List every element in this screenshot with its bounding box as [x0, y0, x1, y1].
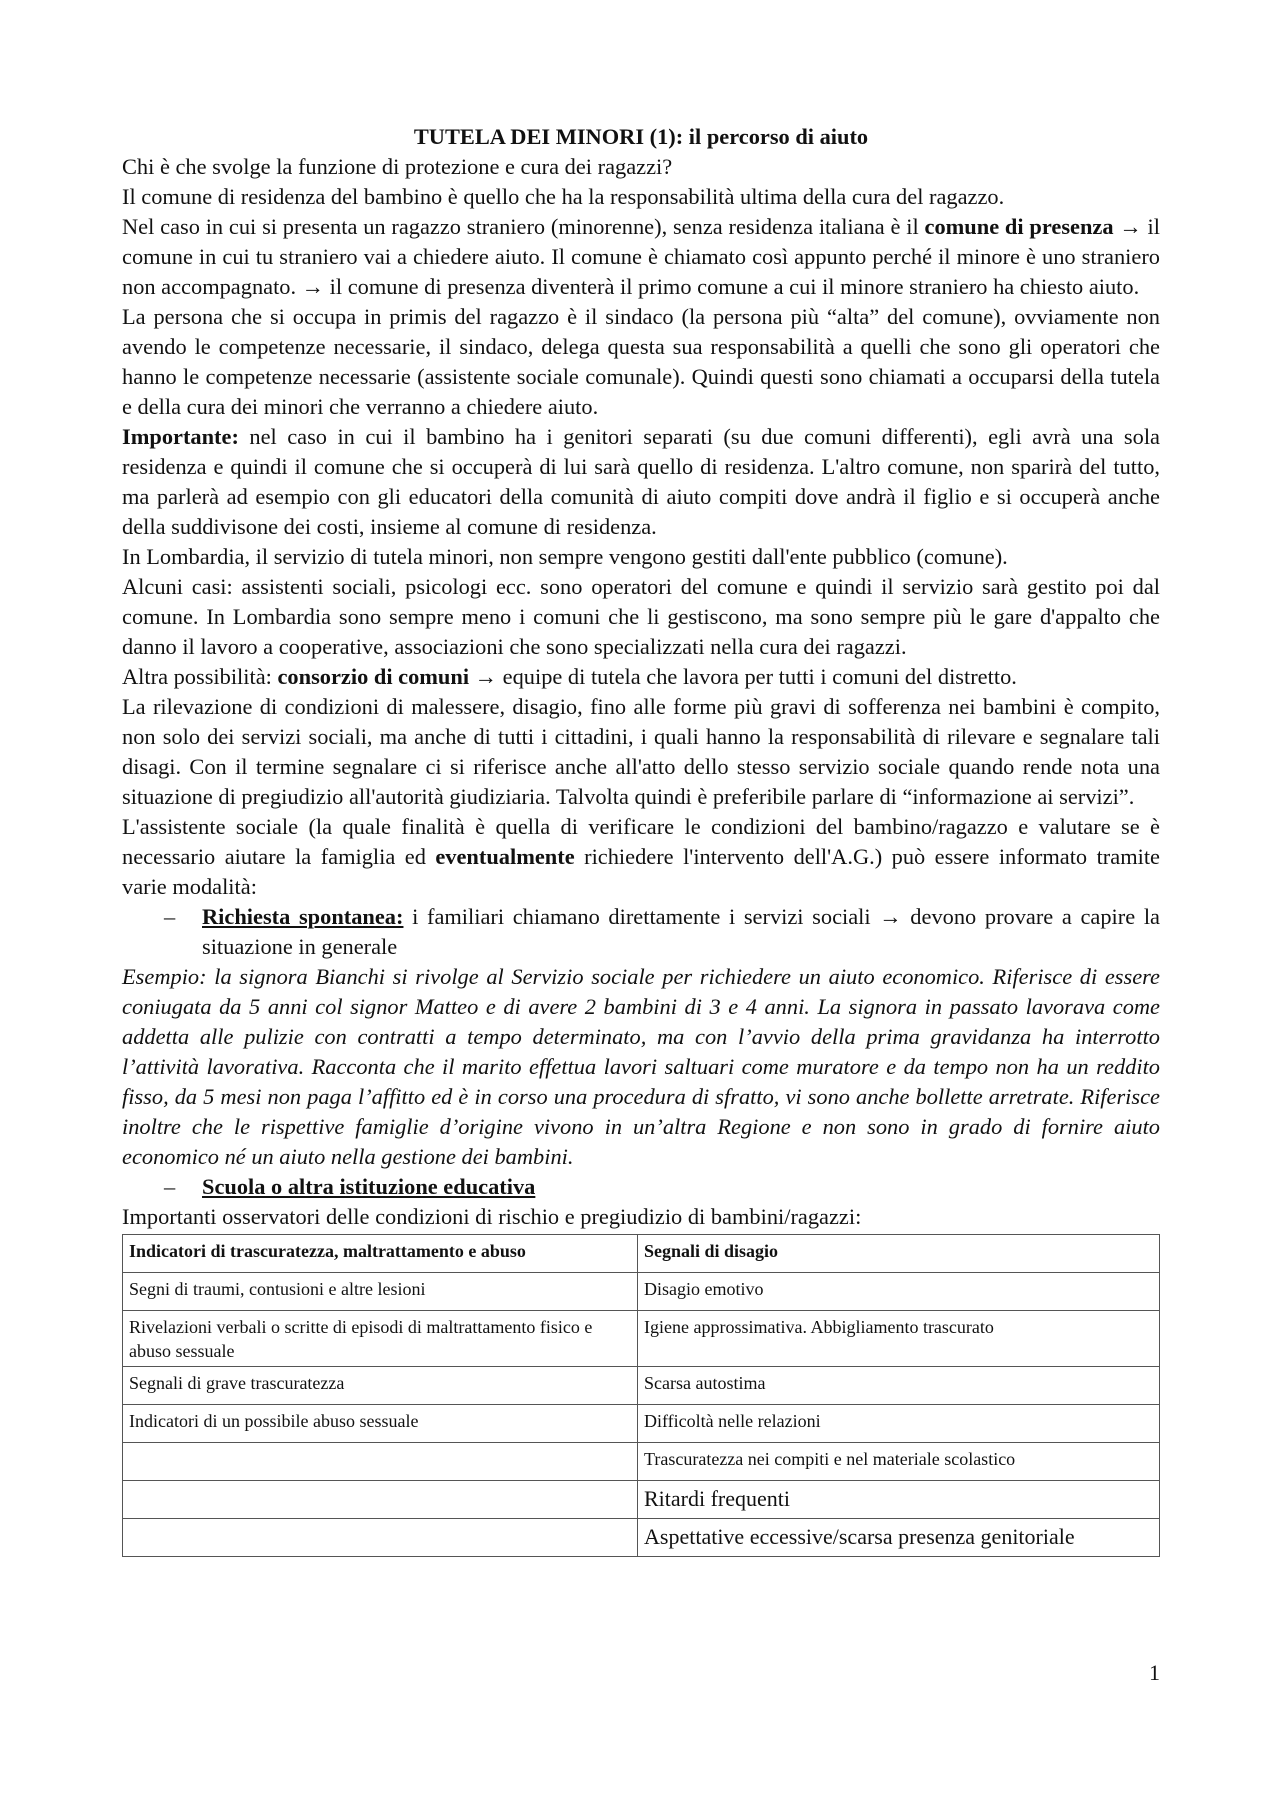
document-title: TUTELA DEI MINORI (1): il percorso di aiuto	[413, 124, 869, 149]
table-row	[123, 1443, 1160, 1481]
table-header-cell: Indicatori di trascuratezza, maltrattamento e abuso	[123, 1235, 638, 1273]
paragraph-cases: Alcuni casi: assistenti sociali, psicologi ecc. sono operatori del comune e quindi il servizio sarà gestito poi dal comune. In Lombardia sono sempre meno i comuni che li gestiscono, ma sono sempre più le gare d'appalto che danno il lavoro a cooperative, associazioni che sono specializzati nella cura dei ragazzi.	[122, 574, 1160, 659]
bullet-dash: –	[164, 904, 176, 929]
table-cell: Igiene approssimativa. Abbigliamento trascurato	[638, 1311, 1160, 1367]
table-row	[123, 1481, 1160, 1519]
page-number: 1	[1149, 1660, 1160, 1685]
table-cell: Segnali di grave trascuratezza	[123, 1367, 638, 1405]
paragraph-mayor: La persona che si occupa in primis del ragazzo è il sindaco (la persona più “alta” del comune), ovviamente non avendo le competenze necessarie, il sindaco, delega questa sua responsabilità a quelli che sono gli operatori che hanno le competenze necessarie (assistente sociale comunale). Quindi questi sono chiamati a occuparsi della tutela e della cura dei minori che verranno a chiedere aiuto.	[122, 304, 1160, 419]
example-paragraph: Esempio: la signora Bianchi si rivolge al Servizio sociale per richiedere un aiuto economico. Riferisce di essere coniugata da 5 anni col signor Matteo e di avere 2 bambini di 3 e 4 anni. La signora in passato lavorava come addetta alle pulizie con contratti a tempo determinato, ma con l’avvio della prima gravidanza ha interrotto l’attività lavorativa. Racconta che il marito effettua lavori saltuari come muratore e da tempo non ha un reddito fisso, da 5 mesi non paga l’affitto ed è in corso una procedura di sfratto, vi sono anche bollette arretrate. Riferisce inoltre che le rispettive famiglie d’origine vivono in un’altra Regione e non sono in grado di fornire aiuto economico né un aiuto nella gestione dei bambini.	[122, 964, 1160, 1169]
table-cell: Scarsa autostima	[638, 1367, 1160, 1405]
bullet-label: Richiesta spontanea:	[202, 904, 404, 929]
paragraph-lombardia: In Lombardia, il servizio di tutela minori, non sempre vengono gestiti dall'ente pubblico (comune).	[122, 544, 1008, 569]
paragraph-consortium: Altra possibilità: consorzio di comuni → equipe di tutela che lavora per tutti i comuni del distretto.	[122, 664, 1017, 689]
table-cell: Disagio emotivo	[638, 1273, 1160, 1311]
bullet-school	[122, 1172, 1160, 1202]
indicators-table	[122, 1234, 1160, 1557]
table-cell	[123, 1519, 638, 1557]
table-cell: Difficoltà nelle relazioni	[638, 1405, 1160, 1443]
table-intro: Importanti osservatori delle condizioni di rischio e pregiudizio di bambini/ragazzi:	[122, 1204, 862, 1229]
table-cell	[123, 1443, 638, 1481]
table-row	[123, 1311, 1160, 1367]
table-cell: Trascuratezza nei compiti e nel materiale scolastico	[638, 1443, 1160, 1481]
table-header-cell: Segnali di disagio	[638, 1235, 1160, 1273]
table-cell: Indicatori di un possibile abuso sessuale	[123, 1405, 638, 1443]
table-cell: Segni di traumi, contusioni e altre lesioni	[123, 1273, 638, 1311]
paragraph-residence: Il comune di residenza del bambino è quello che ha la responsabilità ultima della cura del ragazzo.	[122, 184, 1005, 209]
paragraph-detection: La rilevazione di condizioni di malessere, disagio, fino alle forme più gravi di sofferenza nei bambini è compito, non solo dei servizi sociali, ma anche di tutti i cittadini, i quali hanno la responsabilità di rilevare e segnalare tali disagi. Con il termine segnalare ci si riferisce anche all'atto dello stesso servizio sociale quando rende nota una situazione di pregiudizio all'autorità giudiziaria. Talvolta quindi è preferibile parlare di “informazione ai servizi”.	[122, 694, 1160, 809]
paragraph-important: Importante: nel caso in cui il bambino ha i genitori separati (su due comuni differenti), egli avrà una sola residenza e quindi il comune che si occuperà di lui sarà quello di residenza. L'altro comune, non sparirà del tutto, ma parlerà ad esempio con gli educatori della comunità di aiuto compiti dove andrà il figlio e si occuperà anche della suddivisone dei costi, insieme al comune di residenza.	[122, 424, 1160, 539]
table-cell	[123, 1481, 638, 1519]
paragraph-social-worker: L'assistente sociale (la quale finalità è quella di verificare le condizioni del bambino/ragazzo e valutare se è necessario aiutare la famiglia ed eventualmente richiedere l'intervento dell'A.G.) può essere informato tramite varie modalità:	[122, 814, 1160, 899]
table-cell: Ritardi frequenti	[638, 1481, 1160, 1519]
table-row	[123, 1273, 1160, 1311]
document-page	[122, 122, 1160, 1557]
paragraph-question: Chi è che svolge la funzione di protezione e cura dei ragazzi?	[122, 154, 673, 179]
paragraph-foreign-minor: Nel caso in cui si presenta un ragazzo straniero (minorenne), senza residenza italiana è il comune di presenza → il comune in cui tu straniero vai a chiedere aiuto. Il comune è chiamato così appunto perché il minore è uno straniero non accompagnato. → il comune di presenza diventerà il primo comune a cui il minore straniero ha chiesto aiuto.	[122, 214, 1160, 299]
table-header-row	[123, 1235, 1160, 1273]
bullet-label: Scuola o altra istituzione educativa	[202, 1174, 536, 1199]
table-cell: Aspettative eccessive/scarsa presenza genitoriale	[638, 1519, 1160, 1557]
bullet-dash: –	[164, 1174, 176, 1199]
bullet-spontaneous-request: – Richiesta spontanea: i familiari chiamano direttamente i servizi sociali → devono provare a capire la situazione in generale	[122, 902, 1160, 962]
table-row	[123, 1405, 1160, 1443]
table-row	[123, 1367, 1160, 1405]
table-row	[123, 1519, 1160, 1557]
table-cell: Rivelazioni verbali o scritte di episodi di maltrattamento fisico e abuso sessuale	[123, 1311, 638, 1367]
